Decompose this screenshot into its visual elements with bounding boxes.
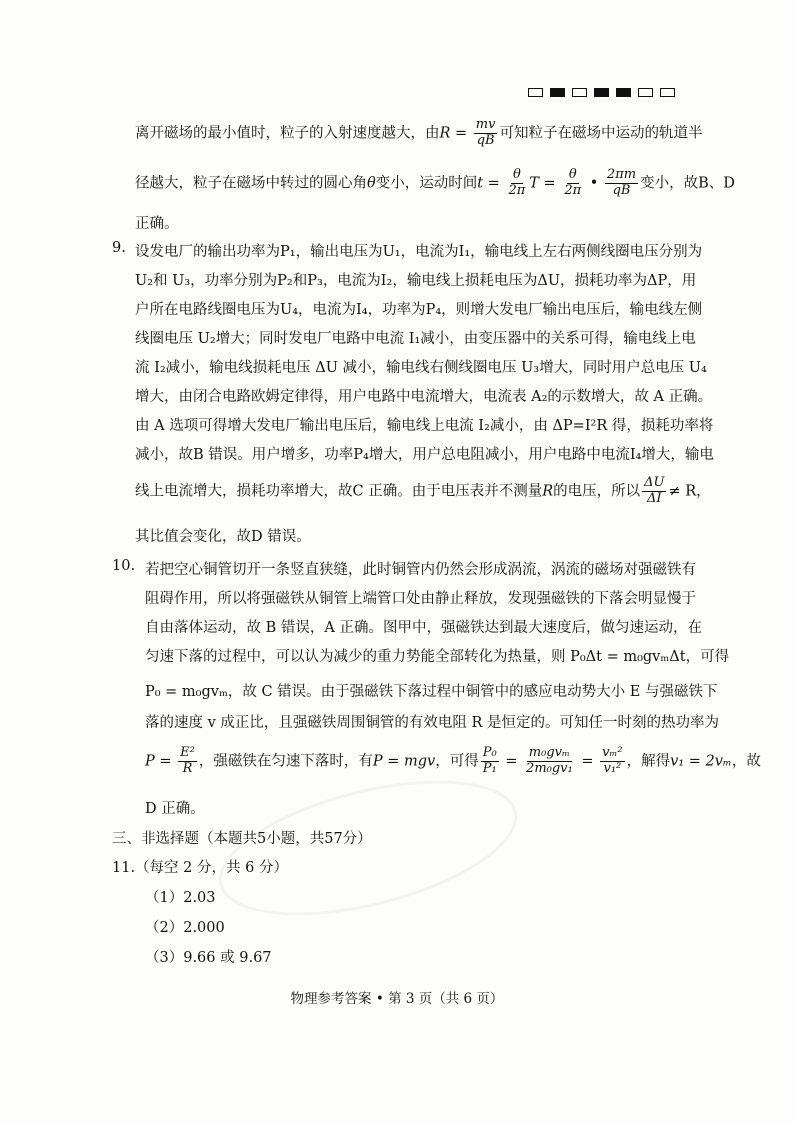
q9-line-1: 设发电厂的输出功率为P₁，输出电压为U₁，电流为I₁，输电线上左右两侧线圈电压分别为 xyxy=(135,244,703,260)
q10-line-2: 阻碍作用，所以将强磁铁从铜管上端管口处由静止释放，发现强磁铁的下落会明显慢于 xyxy=(145,591,696,607)
q11-answer-2: （2）2.000 xyxy=(145,920,225,936)
q9-line-10: 其比值会变化，故D 错误。 xyxy=(135,529,311,545)
q9-line-6: 增大，由闭合电路欧姆定律得，用户电路中电流增大，电流表 A₂的示数增大，故 A 正确。 xyxy=(135,389,713,405)
fraction: $\frac{mv}{qB}$ xyxy=(475,117,496,148)
q10-line-3: 自由落体运动，故 B 错误，A 正确。图甲中，强磁铁达到最大速度后，做匀速运动，在 xyxy=(145,620,702,636)
mark-filled xyxy=(550,88,565,97)
q10-number: 10. xyxy=(112,558,136,574)
q10-line-7: P = $\frac{\text{E²}}{R}$ ，强磁铁在匀速下落时，有P = mgv，可得 $\frac{\text{P₀}}{\text{P₁}}$ = $\frac{\text{m₀gvₘ}}{\text{2m₀gv₁}}$ = $\frac{\text{vₘ²}}{\text{v₁²}}$ ，解得v₁ = 2vₘ，故 xyxy=(145,745,761,776)
q9-line-2: U₂和 U₃，功率分别为P₂和P₃，电流为I₂，输电线上损耗电压为ΔU，损耗功率为ΔP，用 xyxy=(135,273,697,289)
mark-filled xyxy=(616,88,631,97)
q11-title: 11.（每空 2 分，共 6 分） xyxy=(112,860,288,876)
q9-line-8: 减小，故B 错误。用户增多，功率P₄增大，用户总电阻减小，用户电路中电流I₄增大，输电 xyxy=(135,447,714,463)
q9-line-5: 流 I₂减小，输电线损耗电压 ΔU 减小，输电线右侧线圈电压 U₃增大，同时用户总电压 U₄ xyxy=(135,360,707,376)
q9-line-9: 线上电流增大，损耗功率增大，故C 正确。由于电压表并不测量R的电压，所以 $\frac{\Delta U}{\Delta I}$ ≠ R， xyxy=(135,475,711,506)
mark-empty xyxy=(638,88,653,97)
q10-line-8: D 正确。 xyxy=(145,801,205,817)
section-heading: 三、非选择题（本题共5小题，共57分） xyxy=(112,831,372,847)
fraction: $\frac{\theta}{2\pi}$ xyxy=(508,167,526,198)
q9-line-3: 户所在电路线圈电压为U₄，电流为I₄，功率为P₄，则增大发电厂输出电压后，输电线左侧 xyxy=(135,302,703,318)
cont-line-3: 正确。 xyxy=(135,216,179,232)
q10-line-4: 匀速下落的过程中，可以认为减少的重力势能全部转化为热量，则 P₀Δt = m₀gvₘΔt，可得 xyxy=(145,649,730,665)
q11-answer-3: （3）9.66 或 9.67 xyxy=(145,950,272,966)
fraction: $\frac{\text{m₀gvₘ}}{\text{2m₀gv₁}}$ xyxy=(526,745,573,776)
fraction: $\frac{\Delta U}{\Delta I}$ xyxy=(644,475,665,506)
fraction: $\frac{\text{vₘ²}}{\text{v₁²}}$ xyxy=(602,745,623,776)
q10-line-5: P₀ = m₀gvₘ，故 C 错误。由于强磁铁下落过程中铜管中的感应电动势大小 E 与强磁铁下 xyxy=(145,684,718,700)
watermark-stamp xyxy=(206,755,531,942)
q9-line-7: 由 A 选项可得增大发电厂输出电压后，输电线上电流 I₂减小，由 ΔP=I²R 得，损耗功率将 xyxy=(135,418,714,434)
fraction: $\frac{\text{P₀}}{\text{P₁}}$ xyxy=(482,745,497,776)
q9-number: 9. xyxy=(112,240,126,256)
cont-line-1: 离开磁场的最小值时，粒子的入射速度越大，由R = $\frac{mv}{qB}$ 可知粒子在磁场中运动的轨道半 xyxy=(135,117,703,148)
q10-line-6: 落的速度 v 成正比，且强磁铁周围铜管的有效电阻 R 是恒定的。可知任一时刻的热功率为 xyxy=(145,715,720,731)
mark-empty xyxy=(660,88,675,97)
q11-answer-1: （1）2.03 xyxy=(145,890,216,906)
mark-empty xyxy=(572,88,587,97)
header-marks xyxy=(528,88,675,97)
fraction: $\frac{2\pi m}{qB}$ xyxy=(606,167,637,198)
mark-empty xyxy=(528,88,543,97)
mark-filled xyxy=(594,88,609,97)
q9-line-4: 线圈电压 U₂增大；同时发电厂电路中电流 I₁减小，由变压器中的关系可得，输电线上电 xyxy=(135,331,696,347)
cont-line-2: 径越大，粒子在磁场中转过的圆心角θ变小，运动时间t = $\frac{\theta}{2\pi}$ T = $\frac{\theta}{2\pi}$ • $\frac{2\pi m}{qB}$ 变小，故B、D xyxy=(135,167,735,198)
q10-line-1: 若把空心铜管切开一条竖直狭缝，此时铜管内仍然会形成涡流，涡流的磁场对强磁铁有 xyxy=(145,562,696,578)
fraction: $\frac{\text{E²}}{R}$ xyxy=(180,745,195,776)
page-footer: 物理参考答案 • 第 3 页（共 6 页） xyxy=(290,991,504,1007)
fraction: $\frac{\theta}{2\pi}$ xyxy=(564,167,582,198)
